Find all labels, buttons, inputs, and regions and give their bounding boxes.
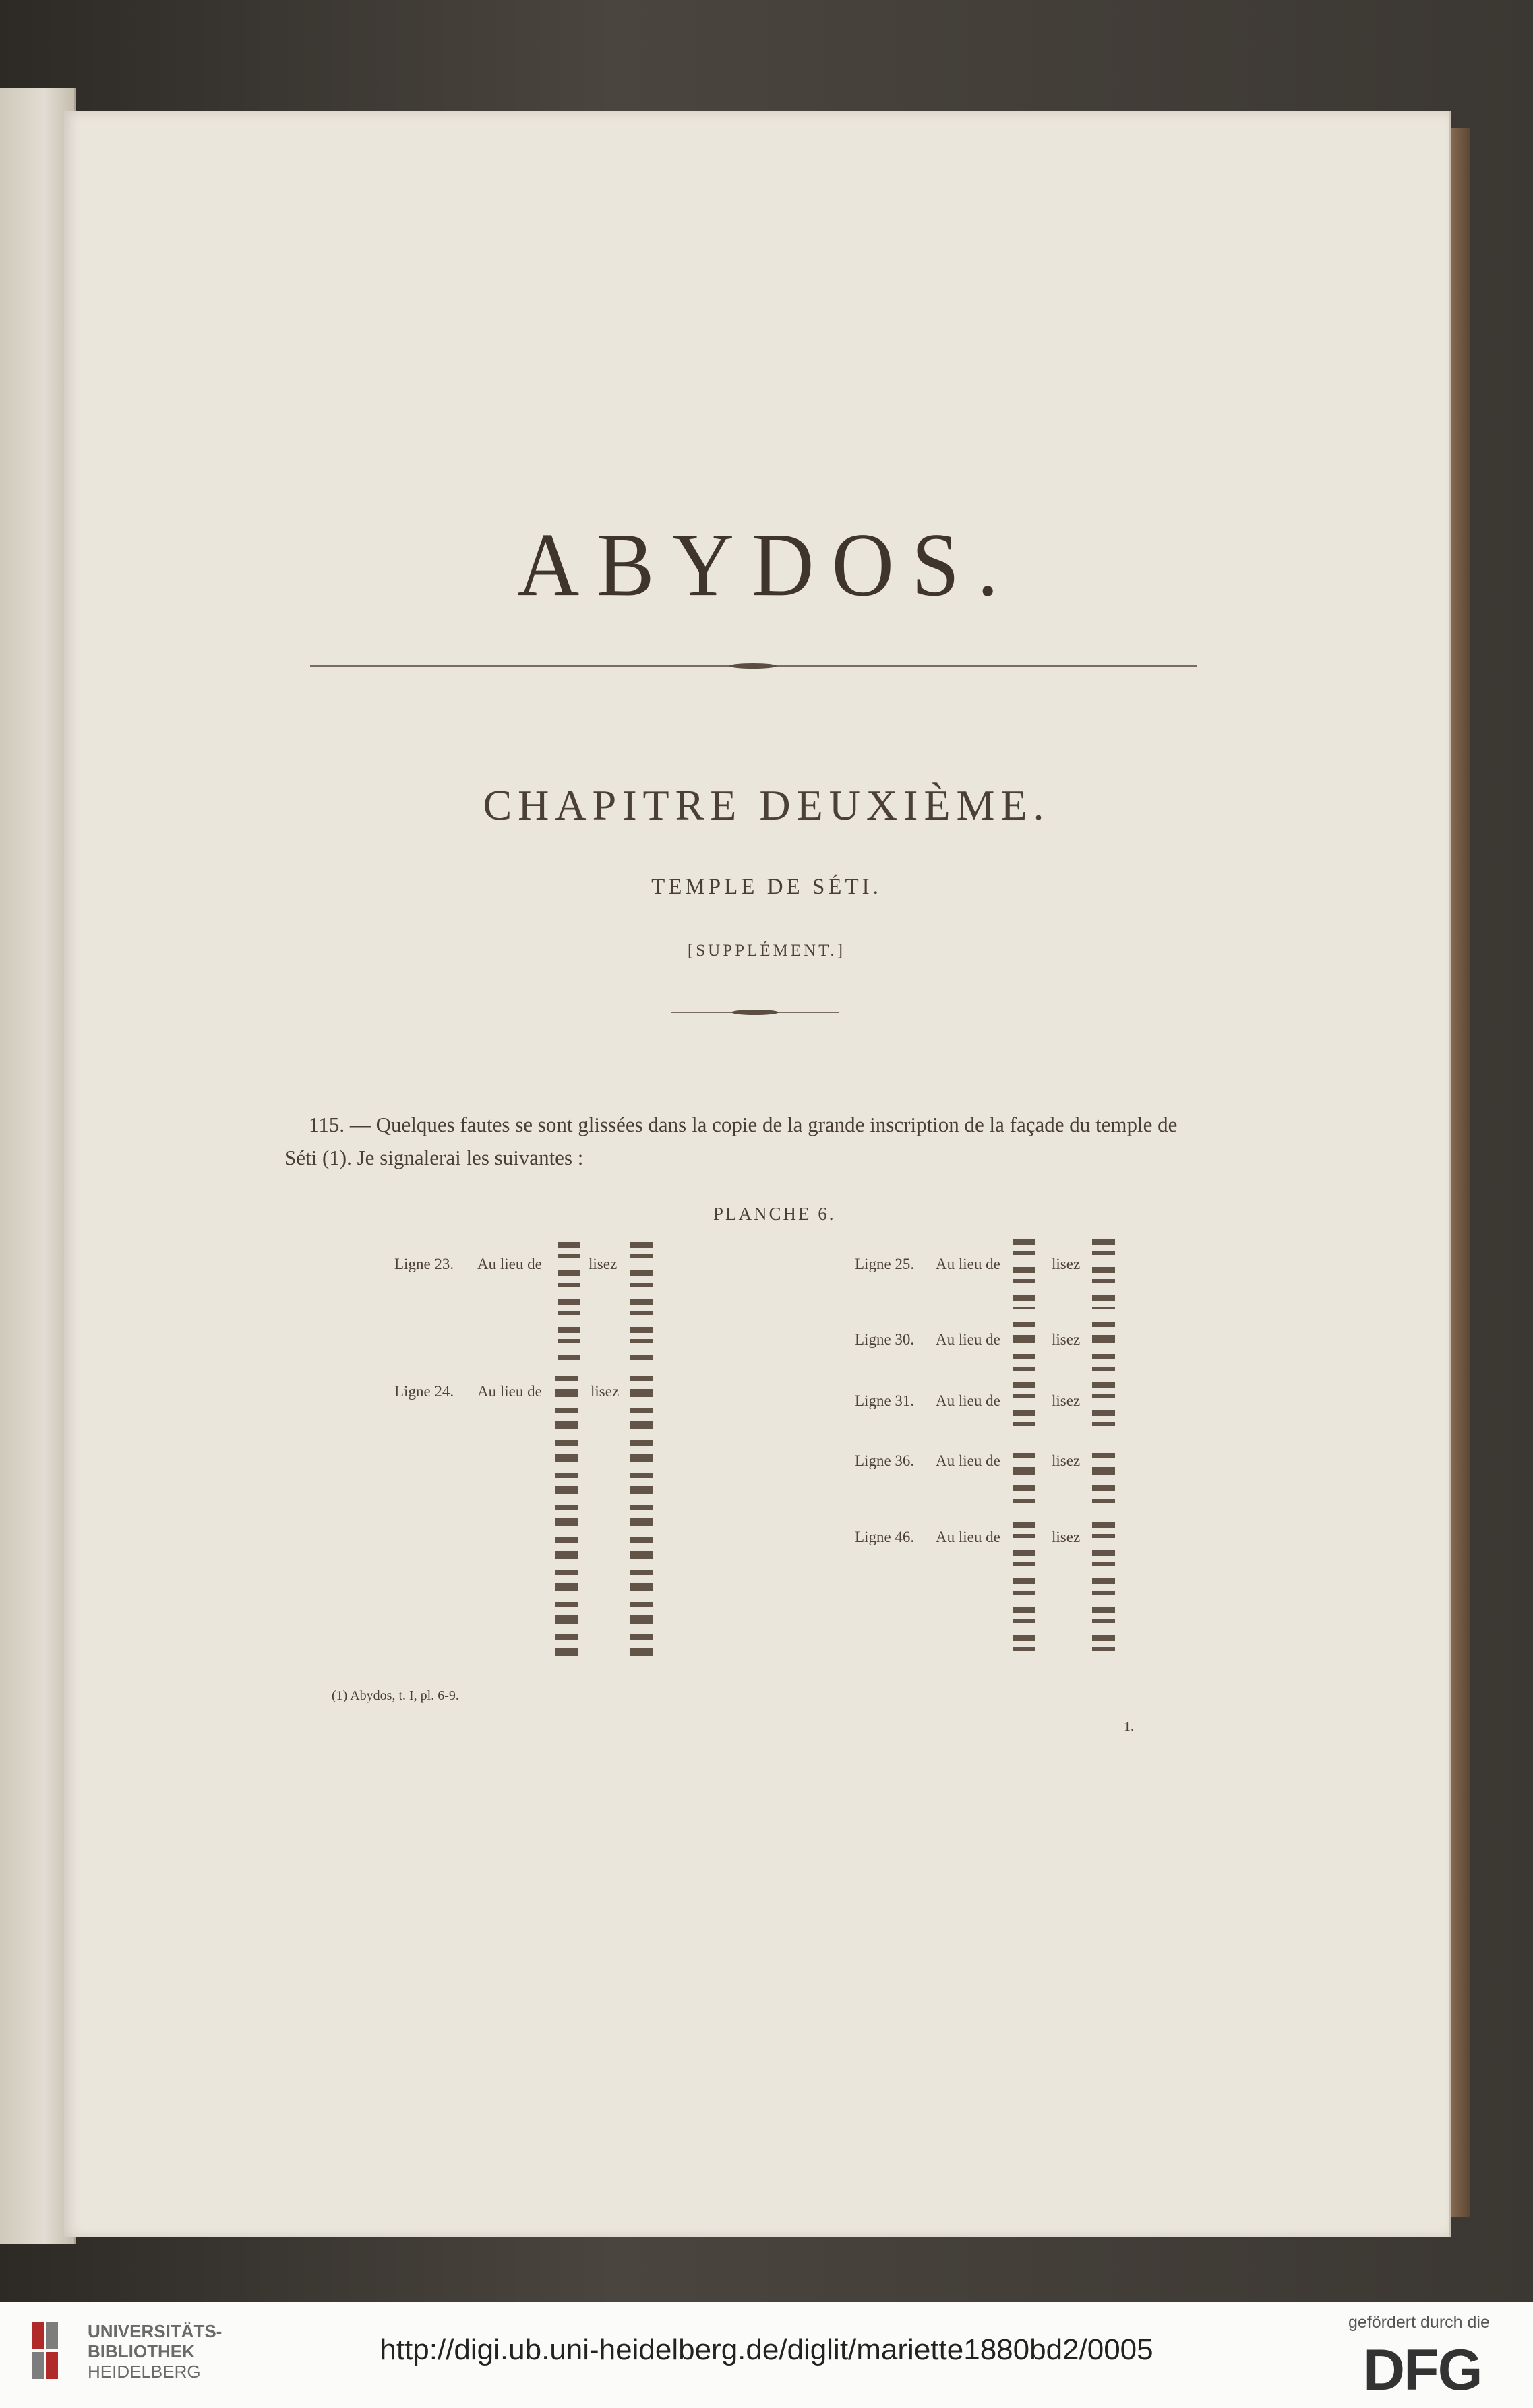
chapter-subtitle: TEMPLE DE SÉTI.: [651, 875, 882, 899]
library-name-line-2: BIBLIOTHEK: [88, 2341, 195, 2361]
library-name-line-1: UNIVERSITÄTS-: [88, 2321, 222, 2341]
hieroglyph-icon: [1013, 1239, 1035, 1309]
correction-au-lieu-24: Au lieu de: [477, 1383, 542, 1400]
hieroglyph-icon: [555, 1371, 578, 1661]
permalink-url[interactable]: http://digi.ub.uni-heidelberg.de/diglit/mariette1880bd2/0005: [380, 2333, 1153, 2366]
correction-ligne-23: Ligne 23.: [394, 1256, 454, 1272]
correction-ligne-25: Ligne 25.: [855, 1256, 915, 1272]
title-rule-ornament: [729, 663, 777, 669]
correction-lisez-24: lisez: [591, 1383, 620, 1400]
dfg-logo-icon: DFG: [1363, 2338, 1482, 2403]
chapter-heading: CHAPITRE DEUXIÈME.: [483, 781, 1050, 829]
correction-ligne-24: Ligne 24.: [394, 1383, 454, 1400]
hieroglyph-icon: [1013, 1382, 1035, 1429]
hieroglyph-icon: [1013, 1449, 1035, 1503]
correction-lisez-25: lisez: [1052, 1256, 1081, 1272]
supplement-label: [SUPPLÉMENT.]: [687, 941, 846, 960]
paragraph-line-2: Séti (1). Je signalerai les suivantes :: [284, 1146, 584, 1169]
scanned-page: [64, 111, 1451, 2237]
page-number: 1.: [1124, 1719, 1134, 1734]
correction-ligne-31: Ligne 31.: [855, 1392, 915, 1409]
correction-au-lieu-36: Au lieu de: [936, 1452, 1000, 1469]
hieroglyph-icon: [1092, 1522, 1115, 1657]
correction-lisez-36: lisez: [1052, 1452, 1081, 1469]
library-name-line-3: HEIDELBERG: [88, 2361, 201, 2382]
correction-lisez-46: lisez: [1052, 1529, 1081, 1545]
correction-ligne-36: Ligne 36.: [855, 1452, 915, 1469]
correction-ligne-46: Ligne 46.: [855, 1529, 915, 1545]
correction-lisez-31: lisez: [1052, 1392, 1081, 1409]
correction-au-lieu-30: Au lieu de: [936, 1331, 1000, 1348]
hieroglyph-icon: [1092, 1382, 1115, 1429]
hieroglyph-icon: [1013, 1522, 1035, 1657]
footnote: (1) Abydos, t. I, pl. 6-9.: [332, 1688, 459, 1703]
correction-ligne-30: Ligne 30.: [855, 1331, 915, 1348]
hieroglyph-icon: [1092, 1318, 1115, 1371]
book-cover-edge: [1449, 128, 1470, 2217]
hieroglyph-icon: [1092, 1239, 1115, 1309]
correction-au-lieu-23: Au lieu de: [477, 1256, 542, 1272]
planche-label: PLANCHE 6.: [713, 1204, 836, 1224]
hieroglyph-icon: [630, 1242, 653, 1360]
section-rule-ornament: [731, 1010, 779, 1015]
correction-au-lieu-46: Au lieu de: [936, 1529, 1000, 1545]
paragraph-line-1: 115. — Quelques fautes se sont glissées dans la copie de la grande inscription de la façade du temple de: [309, 1113, 1178, 1136]
correction-au-lieu-25: Au lieu de: [936, 1256, 1000, 1272]
hieroglyph-icon: [1013, 1318, 1035, 1371]
hieroglyph-icon: [558, 1242, 580, 1360]
hieroglyph-icon: [630, 1371, 653, 1661]
hieroglyph-icon: [1092, 1449, 1115, 1503]
correction-lisez-30: lisez: [1052, 1331, 1081, 1348]
correction-au-lieu-31: Au lieu de: [936, 1392, 1000, 1409]
funded-by-label: gefördert durch die: [1348, 2313, 1490, 2332]
page-title: ABYDOS.: [516, 514, 1017, 615]
correction-lisez-23: lisez: [589, 1256, 618, 1272]
